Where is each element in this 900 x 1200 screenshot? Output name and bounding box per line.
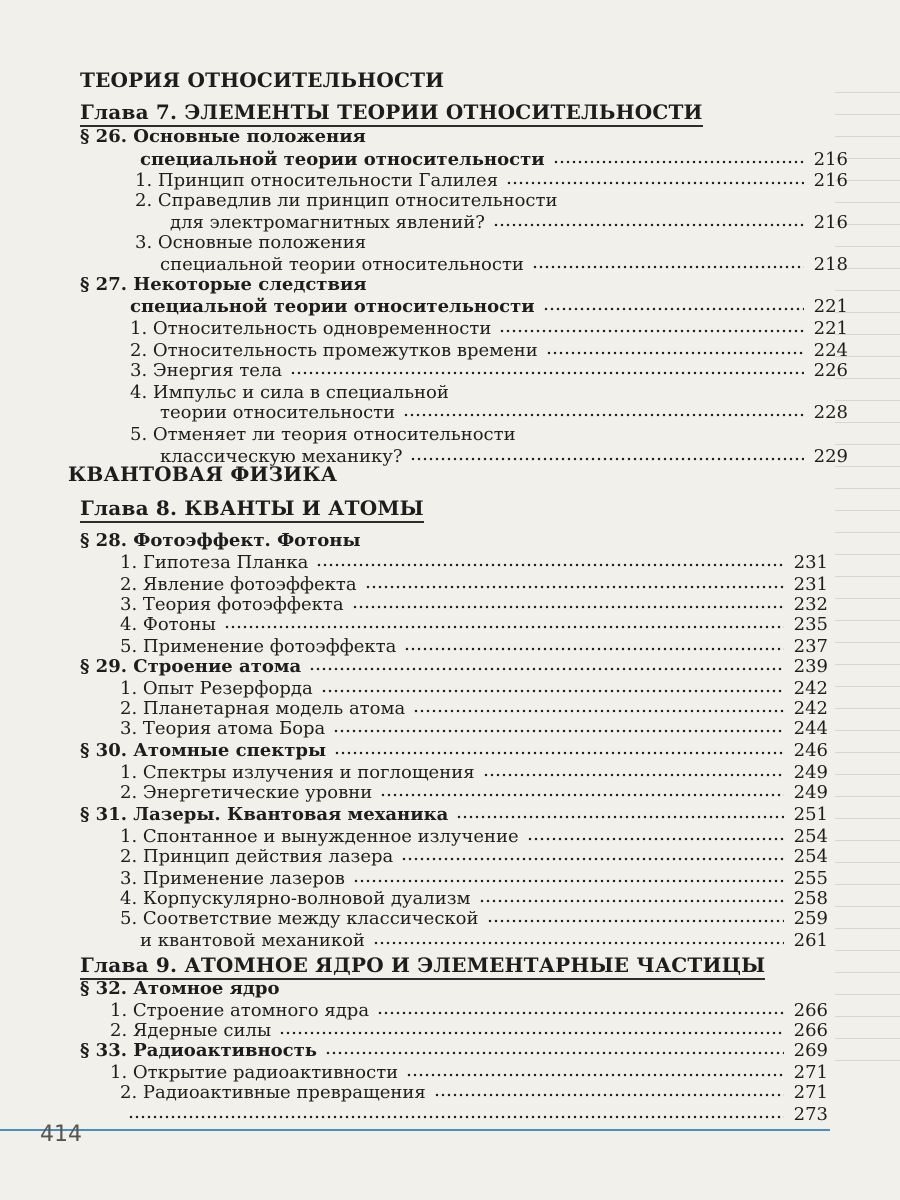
- toc-entry-title: 2. Относительность промежутков времени: [130, 340, 538, 361]
- toc-page-number: 221: [813, 318, 848, 339]
- toc-subsection-entry: [140, 930, 828, 952]
- toc-subsection-entry: [160, 402, 848, 424]
- toc-entry-title: 1. Спектры излучения и поглощения: [120, 762, 475, 783]
- toc-page-number: 218: [813, 254, 848, 275]
- footer-rule: [0, 1129, 830, 1131]
- toc-section-entry: [140, 149, 848, 171]
- dot-leader: [365, 585, 784, 589]
- toc-page-number: 244: [793, 718, 828, 739]
- toc-entry-title: 1. Принцип относительности Галилея: [135, 170, 499, 191]
- toc-page-number: 242: [793, 698, 828, 719]
- toc-subsection-entry: [120, 636, 828, 658]
- toc-page-number: 251: [793, 804, 828, 825]
- toc-subsection-entry: [160, 254, 848, 276]
- toc-page-number: 249: [793, 762, 828, 783]
- toc-subsection-entry: [110, 1062, 828, 1084]
- toc-entry-title: 2. Радиоактивные превращения: [120, 1082, 426, 1103]
- toc-entry-title: 3. Теория фотоэффекта: [120, 594, 344, 615]
- dot-leader: [279, 1031, 783, 1035]
- toc-entry-title: 1. Открытие радиоактивности: [110, 1062, 399, 1083]
- toc-subsection-entry: [110, 1020, 828, 1042]
- toc-page-number: 266: [793, 1000, 828, 1021]
- dot-leader: [553, 160, 804, 164]
- toc-subsection-entry: [120, 908, 828, 930]
- toc-entry-title: 5. Применение фотоэффекта: [120, 636, 397, 657]
- chapter-9-title: Глава 9. АТОМНОЕ ЯДРО И ЭЛЕМЕНТАРНЫЕ ЧАСТИЦЫ: [80, 953, 765, 980]
- toc-entry-title: 2. Принцип действия лазера: [120, 846, 394, 867]
- dot-leader: [532, 265, 804, 269]
- dot-leader: [483, 773, 784, 777]
- dot-leader: [493, 223, 804, 227]
- toc-entry-title: 4. Фотоны: [120, 614, 216, 635]
- toc-page-number: 271: [793, 1082, 828, 1103]
- toc-subsection-entry: [135, 190, 848, 212]
- toc-entry-title: для электромагнитных явлений?: [170, 212, 485, 233]
- toc-section-entry: [80, 126, 848, 148]
- toc-subsection-entry: [120, 1104, 828, 1126]
- toc-section-entry: [80, 530, 828, 552]
- toc-subsection-entry: [120, 698, 828, 720]
- toc-page-number: 258: [793, 888, 828, 909]
- toc-section-entry: [80, 656, 828, 678]
- dot-leader: [413, 709, 783, 713]
- toc-entry-title: 1. Относительность одновременности: [130, 318, 492, 339]
- toc-entry-title: 2. Ядерные силы: [110, 1020, 272, 1041]
- toc-entry-title: и квантовой механикой: [140, 930, 365, 951]
- toc-entry-title: § 31. Лазеры. Квантовая механика: [80, 804, 449, 825]
- toc-entry-title: 1. Спонтанное и вынужденное излучение: [120, 826, 519, 847]
- toc-page-number: 255: [793, 868, 828, 889]
- toc-page-number: 273: [793, 1104, 828, 1125]
- toc-entry-title: 3. Основные положения: [135, 232, 367, 253]
- toc-page-number: 229: [813, 446, 848, 467]
- toc-page-number: 228: [813, 402, 848, 423]
- toc-subsection-entry: [110, 1000, 828, 1022]
- toc-page-number: 237: [793, 636, 828, 657]
- dot-leader: [406, 1073, 783, 1077]
- dot-leader: [401, 857, 783, 861]
- toc-entry-title: специальной теории относительности: [140, 149, 545, 170]
- toc-page-number: 266: [793, 1020, 828, 1041]
- page-number: 414: [40, 1122, 82, 1147]
- toc-subsection-entry: [135, 232, 848, 254]
- toc-subsection-entry: [160, 446, 848, 468]
- toc-subsection-entry: [135, 170, 848, 192]
- dot-leader: [404, 647, 783, 651]
- toc-entry-title: § 30. Атомные спектры: [80, 740, 327, 761]
- toc-page-number: 254: [793, 846, 828, 867]
- dot-leader: [543, 307, 804, 311]
- toc-entry-title: 4. Импульс и сила в специальной: [130, 382, 449, 403]
- dot-leader: [377, 1011, 784, 1015]
- toc-page-number: 216: [813, 170, 848, 191]
- dot-leader: [499, 329, 803, 333]
- dot-leader: [527, 837, 784, 841]
- toc-entry-title: 5. Соответствие между классической: [120, 908, 479, 929]
- toc-entry-title: 2. Энергетические уровни: [120, 782, 373, 803]
- toc-page-number: 271: [793, 1062, 828, 1083]
- toc-page-number: 242: [793, 678, 828, 699]
- toc-entry-title: § 33. Радиоактивность: [80, 1040, 317, 1061]
- toc-entry-title: специальной теории относительности: [160, 254, 524, 275]
- toc-subsection-entry: [120, 868, 828, 890]
- toc-entry-title: классическую механику?: [160, 446, 403, 467]
- chapter-8-title: Глава 8. КВАНТЫ И АТОМЫ: [80, 496, 424, 523]
- toc-subsection-entry: [170, 212, 848, 234]
- part-title-quantum: КВАНТОВАЯ ФИЗИКА: [68, 462, 338, 486]
- dot-leader: [456, 815, 783, 819]
- toc-subsection-entry: [130, 424, 848, 446]
- toc-subsection-entry: [120, 826, 828, 848]
- toc-entry-title: § 29. Строение атома: [80, 656, 302, 677]
- dot-leader: [325, 1051, 784, 1055]
- toc-entry-title: 1. Гипотеза Планка: [120, 552, 309, 573]
- dot-leader: [316, 563, 783, 567]
- toc-page-number: 235: [793, 614, 828, 635]
- toc-entry-title: 5. Отменяет ли теория относительности: [130, 424, 516, 445]
- dot-leader: [373, 941, 784, 945]
- toc-section-entry: [80, 1040, 828, 1062]
- toc-page-number: 221: [813, 296, 848, 317]
- toc-entry-title: 1. Опыт Резерфорда: [120, 678, 313, 699]
- toc-entry-title: 2. Явление фотоэффекта: [120, 574, 357, 595]
- toc-subsection-entry: [120, 846, 828, 868]
- dot-leader: [487, 919, 784, 923]
- toc-page-number: 216: [813, 149, 848, 170]
- toc-entry-title: § 26. Основные положения: [80, 126, 366, 147]
- dot-leader: [479, 899, 784, 903]
- dot-leader: [434, 1093, 784, 1097]
- toc-subsection-entry: [130, 360, 848, 382]
- dot-leader: [410, 457, 803, 461]
- toc-subsection-entry: [120, 552, 828, 574]
- dot-leader: [380, 793, 783, 797]
- toc-subsection-entry: [120, 888, 828, 910]
- toc-subsection-entry: [120, 782, 828, 804]
- dot-leader: [353, 879, 784, 883]
- toc-subsection-entry: [130, 382, 848, 404]
- toc-entry-title: 2. Справедлив ли принцип относительности: [135, 190, 558, 211]
- dot-leader: [352, 605, 784, 609]
- toc-subsection-entry: [120, 594, 828, 616]
- toc-subsection-entry: [130, 318, 848, 340]
- toc-entry-title: 1. Строение атомного ядра: [110, 1000, 370, 1021]
- dot-leader: [290, 371, 804, 375]
- toc-page-number: 246: [793, 740, 828, 761]
- toc-page-number: 231: [793, 552, 828, 573]
- toc-page-number: 261: [793, 930, 828, 951]
- toc-subsection-entry: [120, 762, 828, 784]
- dot-leader: [128, 1115, 784, 1119]
- toc-page-number: 249: [793, 782, 828, 803]
- toc-subsection-entry: [120, 678, 828, 700]
- chapter-7-title: Глава 7. ЭЛЕМЕНТЫ ТЕОРИИ ОТНОСИТЕЛЬНОСТИ: [80, 100, 703, 127]
- dot-leader: [224, 625, 784, 629]
- toc-entry-title: специальной теории относительности: [130, 296, 535, 317]
- toc-page-number: 259: [793, 908, 828, 929]
- dot-leader: [333, 729, 783, 733]
- dot-leader: [309, 667, 783, 671]
- toc-entry-title: 3. Теория атома Бора: [120, 718, 326, 739]
- toc-page-number: 232: [793, 594, 828, 615]
- toc-page-number: 226: [813, 360, 848, 381]
- toc-section-entry: [80, 804, 828, 826]
- toc-subsection-entry: [130, 340, 848, 362]
- toc-entry-title: § 32. Атомное ядро: [80, 978, 280, 999]
- toc-section-entry: [80, 740, 828, 762]
- toc-page-number: 216: [813, 212, 848, 233]
- toc-subsection-entry: [120, 1082, 828, 1104]
- dot-leader: [506, 181, 804, 185]
- toc-entry-title: 4. Корпускулярно-волновой дуализм: [120, 888, 471, 909]
- toc-entry-title: 2. Планетарная модель атома: [120, 698, 406, 719]
- toc-entry-title: 3. Энергия тела: [130, 360, 283, 381]
- toc-page-number: 239: [793, 656, 828, 677]
- toc-subsection-entry: [120, 614, 828, 636]
- toc-page-number: 269: [793, 1040, 828, 1061]
- toc-section-entry: [80, 274, 848, 296]
- toc-page-number: 224: [813, 340, 848, 361]
- toc-section-entry: [80, 978, 828, 1000]
- part-title-relativity: ТЕОРИЯ ОТНОСИТЕЛЬНОСТИ: [80, 68, 445, 92]
- toc-entry-title: § 27. Некоторые следствия: [80, 274, 367, 295]
- toc-entry-title: теории относительности: [160, 402, 396, 423]
- toc-entry-title: § 28. Фотоэффект. Фотоны: [80, 530, 361, 551]
- dot-leader: [403, 413, 804, 417]
- dot-leader: [334, 751, 784, 755]
- toc-page-number: 231: [793, 574, 828, 595]
- dot-leader: [321, 689, 784, 693]
- toc-subsection-entry: [120, 718, 828, 740]
- toc-page-number: 254: [793, 826, 828, 847]
- toc-subsection-entry: [120, 574, 828, 596]
- toc-entry-title: 3. Применение лазеров: [120, 868, 345, 889]
- dot-leader: [546, 351, 804, 355]
- toc-section-entry: [130, 296, 848, 318]
